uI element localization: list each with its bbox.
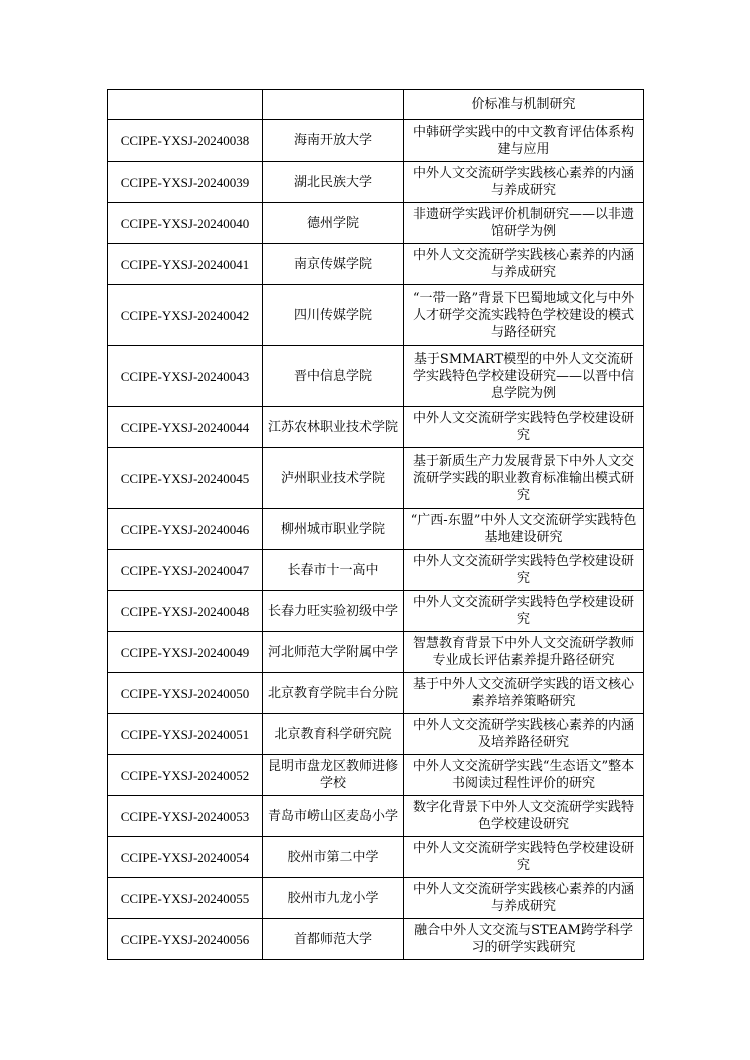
- project-title: “广西-东盟”中外人文交流研学实践特色基地建设研究: [404, 509, 644, 550]
- project-code: CCIPE-YXSJ-20240043: [108, 346, 263, 407]
- table-row: [108, 714, 644, 755]
- project-code: CCIPE-YXSJ-20240039: [108, 162, 263, 203]
- project-title: 中外人文交流研学实践特色学校建设研究: [404, 407, 644, 448]
- project-code: CCIPE-YXSJ-20240041: [108, 244, 263, 285]
- project-code: CCIPE-YXSJ-20240054: [108, 837, 263, 878]
- table-row: [108, 120, 644, 162]
- institution-name: [263, 90, 404, 120]
- project-code: CCIPE-YXSJ-20240049: [108, 632, 263, 673]
- institution-name: 海南开放大学: [263, 120, 404, 162]
- institution-name: 德州学院: [263, 203, 404, 244]
- project-code: CCIPE-YXSJ-20240042: [108, 285, 263, 346]
- project-title: 中外人文交流研学实践核心素养的内涵及培养路径研究: [404, 714, 644, 755]
- institution-name: 胶州市第二中学: [263, 837, 404, 878]
- project-title: 智慧教育背景下中外人文交流研学教师专业成长评估素养提升路径研究: [404, 632, 644, 673]
- table-row: [108, 837, 644, 878]
- project-table: [107, 89, 644, 960]
- table-row: [108, 632, 644, 673]
- institution-name: 北京教育科学研究院: [263, 714, 404, 755]
- table-row: [108, 162, 644, 203]
- institution-name: 长春力旺实验初级中学: [263, 591, 404, 632]
- project-code: CCIPE-YXSJ-20240050: [108, 673, 263, 714]
- project-title: 中外人文交流研学实践核心素养的内涵与养成研究: [404, 162, 644, 203]
- institution-name: 江苏农林职业技术学院: [263, 407, 404, 448]
- institution-name: 昆明市盘龙区教师进修学校: [263, 755, 404, 796]
- table-row: [108, 878, 644, 919]
- table-row: [108, 796, 644, 837]
- project-title: 中韩研学实践中的中文教育评估体系构建与应用: [404, 120, 644, 162]
- table-row: [108, 346, 644, 407]
- project-code: CCIPE-YXSJ-20240038: [108, 120, 263, 162]
- table-row: [108, 244, 644, 285]
- project-code: CCIPE-YXSJ-20240047: [108, 550, 263, 591]
- project-title: 价标准与机制研究: [404, 90, 644, 120]
- project-code: CCIPE-YXSJ-20240045: [108, 448, 263, 509]
- institution-name: 湖北民族大学: [263, 162, 404, 203]
- project-code: CCIPE-YXSJ-20240048: [108, 591, 263, 632]
- project-code: CCIPE-YXSJ-20240056: [108, 919, 263, 960]
- institution-name: 河北师范大学附属中学: [263, 632, 404, 673]
- project-title: 基于中外人文交流研学实践的语文核心素养培养策略研究: [404, 673, 644, 714]
- project-title: 基于新质生产力发展背景下中外人文交流研学实践的职业教育标准输出模式研究: [404, 448, 644, 509]
- table-row: [108, 919, 644, 960]
- project-code: CCIPE-YXSJ-20240052: [108, 755, 263, 796]
- table-row: [108, 90, 644, 120]
- project-title: 中外人文交流研学实践特色学校建设研究: [404, 591, 644, 632]
- project-code: CCIPE-YXSJ-20240046: [108, 509, 263, 550]
- project-title: “一带一路”背景下巴蜀地域文化与中外人才研学交流实践特色学校建设的模式与路径研究: [404, 285, 644, 346]
- institution-name: 南京传媒学院: [263, 244, 404, 285]
- project-code: CCIPE-YXSJ-20240051: [108, 714, 263, 755]
- project-title: 非遗研学实践评价机制研究——以非遗馆研学为例: [404, 203, 644, 244]
- project-title: 中外人文交流研学实践特色学校建设研究: [404, 550, 644, 591]
- institution-name: 青岛市崂山区麦岛小学: [263, 796, 404, 837]
- table-row: [108, 550, 644, 591]
- institution-name: 胶州市九龙小学: [263, 878, 404, 919]
- institution-name: 北京教育学院丰台分院: [263, 673, 404, 714]
- table-row: [108, 509, 644, 550]
- institution-name: 柳州城市职业学院: [263, 509, 404, 550]
- institution-name: 泸州职业技术学院: [263, 448, 404, 509]
- table-row: [108, 285, 644, 346]
- table-row: [108, 407, 644, 448]
- table-row: [108, 448, 644, 509]
- institution-name: 晋中信息学院: [263, 346, 404, 407]
- project-code: CCIPE-YXSJ-20240055: [108, 878, 263, 919]
- table-row: [108, 673, 644, 714]
- table-row: [108, 203, 644, 244]
- project-code: CCIPE-YXSJ-20240044: [108, 407, 263, 448]
- project-title: 数字化背景下中外人文交流研学实践特色学校建设研究: [404, 796, 644, 837]
- institution-name: 首都师范大学: [263, 919, 404, 960]
- project-code: CCIPE-YXSJ-20240040: [108, 203, 263, 244]
- institution-name: 长春市十一高中: [263, 550, 404, 591]
- project-title: 基于SMMART模型的中外人文交流研学实践特色学校建设研究——以晋中信息学院为例: [404, 346, 644, 407]
- table-row: [108, 755, 644, 796]
- project-title: 融合中外人文交流与STEAM跨学科学习的研学实践研究: [404, 919, 644, 960]
- project-title: 中外人文交流研学实践核心素养的内涵与养成研究: [404, 244, 644, 285]
- project-code: [108, 90, 263, 120]
- table-row: [108, 591, 644, 632]
- institution-name: 四川传媒学院: [263, 285, 404, 346]
- project-code: CCIPE-YXSJ-20240053: [108, 796, 263, 837]
- project-title: 中外人文交流研学实践核心素养的内涵与养成研究: [404, 878, 644, 919]
- project-title: 中外人文交流研学实践“生态语文”整本书阅读过程性评价的研究: [404, 755, 644, 796]
- project-title: 中外人文交流研学实践特色学校建设研究: [404, 837, 644, 878]
